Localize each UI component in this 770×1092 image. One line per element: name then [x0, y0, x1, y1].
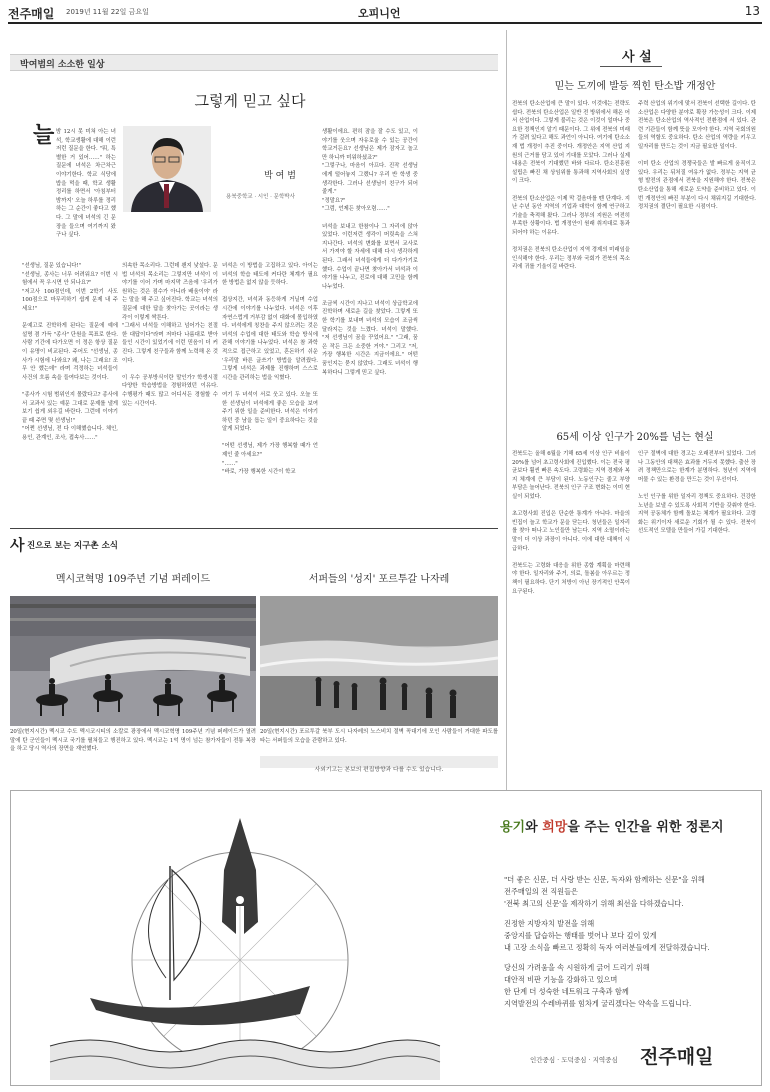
editorial-2-col1: 전북도는 올해 6월을 기해 65세 이상 인구 비율이 20%를 넘어 초고령사회에 진입했다. 이는 전국 평균보다 훨씬 빠른 속도다. 고령화는 지역 경제와 복지 체계에 큰 부담이 된다. 노동인구는 줄고 부양 부담은 늘어난다. 전북의 인구 구조 변화는 이미 현실이 되었다. 초고령사회 진입은 단순한 통계가 아니다. 마을의 빈집이 늘고 학교가 문을 닫는다. 청년들은 일자리를 찾아 떠나고 노인들만 남는다. 지역 소멸이라는 말이 더 이상 과장이 아니다. 이에 대한 대책이 시급하다. 전북도는 고령화 대응을 위한 종합 계획을 마련해야 한다. 일자리와 주거, 의료, 돌봄을 아우르는 정책이 필요하다. 단기 처방이 아닌 장기적인 안목이 요구된다.: [512, 451, 630, 595]
editorial-1-col2: 주력 산업의 위기에 맞서 전북이 선택한 길이다. 탄소산업은 다양한 분야로 확장 가능성이 크다. 이제 전북은 탄소산업의 역사적인 전환점에 서 있다. 관련 기관들이 함께 뜻을 모아야 한다. 지역 국회의원들의 역할도 중요하다. 탄소 산업의 역량을 키우고 일자리를 만드는 것이 지금 필요한 일이다. 이미 탄소 산업의 경쟁국들은 발 빠르게 움직이고 있다. 우리는 뒤처질 여유가 없다. 정부는 지역 균형 발전의 관점에서 전북을 지원해야 한다. 전북은 탄소산업을 통해 새로운 도약을 준비하고 있다. 이번 개정안의 빠진 부분이 다시 채워지길 기대한다. 정치권의 결단이 필요한 시점이다.: [638, 101, 756, 211]
editorial-1-col1: 전북의 탄소산업에 큰 말이 있다. 이것에는 전략도 쉽다. 전북의 탄소산업은 일반 전 방위에서 해온 어서 산업이다. 그렇게 불리는 것은 이것이 얼마나 중요한 정책인지 알기 때문이다. 그 위에 전북의 미래가 걸려 있다고 해도 과언이 아니다. 여기에 탄소소재 법 개정이 추진 중이다. 개정안은 지역 산업 지원의 근거를 담고 있어 기대를 모았다. 그러나 실제 내용은 전북이 기대했던 바와 다르다. 탄소진흥원 설립은 빠진 채 상임위를 통과해 지역사회의 실망이 크다. 전북의 탄소산업은 이제 막 걸음마를 뗀 단계다. 지난 수년 동안 지역의 기업과 대학이 함께 연구하고 기술을 축적해 왔다. 그러나 정부의 지원은 여전히 부족한 상황이다. 법 개정안이 원래 취지대로 통과되어야 하는 이유다. 정치권은 전북의 탄소산업이 지역 경제의 미래임을 인식해야 한다. 우리는 정부와 국회가 전북의 목소리에 귀를 기울이길 바란다.: [512, 101, 630, 271]
campaign-illustration: [50, 810, 440, 1080]
editorial-2-col2: 인구 절벽에 대한 경고는 오래전부터 있었다. 그러나 그동안의 대책은 효과를 거두지 못했다. 출산 장려 정책만으로는 한계가 분명하다. 청년이 지역에 머물 수 있는 환경을 만드는 것이 우선이다. 노인 인구를 위한 일자리 정책도 중요하다. 건강한 노년을 보낼 수 있도록 사회적 기반을 갖춰야 한다. 지역 공동체가 함께 돌보는 체계가 필요하다. 고령화는 위기이자 새로운 기회가 될 수 있다. 전북이 선도적인 모델을 만들어 가길 기대한다.: [638, 451, 756, 535]
author-photo: [123, 126, 211, 212]
column-series: 박여범의 소소한 일상: [20, 60, 105, 70]
photo-news-label: 진으로 보는 지구촌 소식: [27, 541, 118, 551]
column-col3: 녀석은 이 방법을 고집하고 있다. 아이는 녀석의 학습 태도에 커다란 체계가 필요한 방법은 없지 않을 듯하다. 접상지간, 녀석과 동등하게 거닐며 수업시간에 이야기를 나누었다. 녀석은 이후 자연스럽게 거부감 없이 대화에 몰입하였다. 녀석에게 칭찬을 주지 않으려는 것은 녀석의 수업에 대한 태도와 학습 방식에 관해 이야기를 나누었다. 녀석은 참 과학적으로 접근하고 있었고, 혼돈하기 쉬운 '우리말 바른 글쓰기' 방법을 알려줬다. 그렇게 녀석은 과제를 진행하며 스스로 시간을 관리하는 법을 익혔다. 여기 두 녀석이 서로 웃고 있다. 오늘 또 한 선생님이 녀석에게 좋은 모습을 보여주기 위한 일을 준비한다. 녀석은 이야기하던 중 남을 돕는 일이 중요하다는 것을 알게 되었다. "어떤 선생님, 제가 가장 행복할 때가 언제인 줄 아세요?" "……" "바로, 가장 행복한 시간이 학교: [222, 263, 318, 476]
photo2: [260, 596, 498, 726]
photo-news-label-bar: [10, 534, 498, 558]
column-col4: 생활이에요. 편히 잠을 잘 수도 있고, 이야기를 웃으며 자유로울 수 있는 공간이 학교거든요? 선생님은 제가 잠자고 놀고만 하니까 미워하셨죠?" "그렇구나, 마음이 아프다. 진작 선생님에게 털어놓지 그랬니? 우리 반 학생 중 생각한다. 그러나 선생님이 친구가 되어줄게." "정말요?" "그럼, 언제든 찾아오렴……" 녀석을 보내고 한참이나 그 자리에 앉아 있었다. 이런저런 생각이 머릿속을 스쳐 지나간다. 녀석의 변화를 보면서 교사로서 가져야 할 자세에 대해 다시 생각하게 된다. 그래서 녀석들에게 더 다가가기로 했다. 수업이 끝나면 찾아가서 녀석과 이야기를 나누고, 진로에 대해 고민을 함께 나누었다. 조금씩 시간이 지나고 녀석이 상급학교에 진학하며 새로운 길을 찾았다. 그렇게 또 한 학기를 보내며 녀석의 모습이 조금씩 달라지는 것을 느꼈다. 녀석이 말했다. "저 선생님이 꿈을 꾸었어요." "그래, 꿈은 작든 크든 소중한 거야." 그리고 "저, 가장 행복한 시간은 지금이에요." 어떤 꿈인지는 묻지 않았다. 그래도 녀석이 행복하다니 그렇게 믿고 싶다.: [322, 129, 418, 376]
dropcap: 늘: [33, 122, 55, 148]
campaign-paragraph-3: 당신의 가려움을 속 시원하게 긁어 드리기 위해 대안적 비판 기능을 강화하고 있으며 한 단계 더 성숙한 네트워크 구축과 함께 지역발전의 수레바퀴를 힘차게 굴리겠다는 약속을 드립니다.: [504, 963, 692, 1008]
campaign-slogan: 인간중심 · 도덕중심 · 지역중심: [530, 1056, 618, 1064]
editorial-label: 사 설: [622, 50, 652, 65]
campaign-paragraph-1: "더 좋은 신문, 더 사랑 받는 신문, 독자와 함께하는 신문"을 위해 전주매일의 전 직원들은 '전북 최고의 신문'을 제작하기 위해 최선을 다하겠습니다.: [504, 875, 705, 908]
header-rule: [8, 22, 762, 24]
editorial-label-rule: [600, 66, 662, 67]
campaign-logo: 전주매일: [640, 1046, 714, 1068]
campaign-title: [500, 816, 724, 835]
campaign-title-rest: 을 주는 인간을 위한 정론지: [567, 820, 724, 835]
column-title: 그렇게 믿고 싶다: [194, 92, 306, 110]
photo-news-label-initial: 사: [10, 536, 25, 554]
editorial-title-1: 믿는 도끼에 발등 찍힌 탄소밥 개정안: [554, 81, 716, 92]
column-col1-lead: 밤 12시 못 미쳐 아는 녀석, 학교생활에 대해 이런저런 질문을 한다. "뭐, 특별한 거 있어……" 하는 질문에 녀석은 차근차근 이야기한다. 학교 식당에 밥을 먹을 때, 학교 생활 정리를 하면서 '아침부터 밤까지' 오늘 하루를 정리하는 그 순간이 좋다고 했다. 그 말에 녀석의 긴 문장을 들으며 여기까지 왔구나 싶다.: [56, 129, 118, 239]
campaign-paragraph-2: 진정한 지방자치 발전을 위해 중앙지를 답습하는 행태를 벗어나 보다 깊이 있게 내 고장 소식을 빠르고 정확히 독자 여러분들에게 전달하겠습니다.: [504, 919, 710, 952]
author-name: 박 여 범: [264, 171, 296, 181]
contribution-notice: [260, 756, 498, 773]
notice-text: 사외기고는 본보의 편집방향과 다를 수도 있습니다.: [314, 767, 444, 773]
photo1-caption: 20일(현지시간) 멕시코 수도 멕시코시티의 소칼로 광장에서 멕시코혁명 109주년 기념 퍼레이드가 열려 말에 탄 군인들이 멕시코 국기를 펼쳐들고 행진하고 있다. 멕시코는 1억 명이 넘는 참가자들이 전통 복장을 하고 당시 역사의 장면을 재연했다.: [10, 729, 258, 753]
photo2-title: 서퍼들의 '성지' 포르투갈 나자레: [308, 574, 450, 585]
photo1: [10, 596, 256, 726]
campaign-title-courage: 용기: [500, 820, 526, 835]
editorial-title-2: 65세 이상 인구가 20%를 넘는 현실: [556, 432, 714, 443]
column-col1: "선생님, 질문 있습니다!" "선생님, 종사는 너무 어려워요? 이번 시험에서 꼭 우시면 안 되나요?" "저고사 100점인데, 이번 2학기 사도 100점으로 마무리하기 쉽게 문제 내 주세요!" 문예고로 진학하게 된다는 질문에 예에 설명 겸 가득 "종사" 단원을 목표로 한다. 사람 기간에 다가오면 이 정은 항상 질문이 유명이 비교된다. 주어도 "선생님, 종사가 시험에 나와요? 왜, 나는 그래요! 조무 안 했는데" 라며 걱정하는 녀석들이 사건의 흐름 속을 들여다보는 것이다. "종사가 시험 범위인지 몰랐다고? 종사에서 교과서 있는 예문 그대로 문제를 낼게 보기 쉽게 외우길 바란다. 그런데 이야기 끝 때 주면 몇 선생님!" "어쩐 선생님, 전 다 이해했습니다. 체인, 용인, 관계인, 조사, 접속사……": [22, 263, 118, 441]
header-date: 2019년 11월 22일 금요일: [66, 8, 149, 16]
header-section: 오피니언: [358, 7, 401, 20]
photo1-title: 멕시코혁명 109주년 기념 퍼레이드: [55, 574, 211, 585]
column-col2: 의속한 목소리다. 그런데 왠지 낯설다. 문법 녀석의 목소리는 그렇지만 녀석이 이야기를 이어 가며 마지막 즈음에 '우리가 원하는 것은 점수가 아니라 배움이야' 라는 말을 해 주고 싶어진다. 학교는 녀석의 질문에 대한 답을 찾아가는 곳이라는 생각이 이렇게 싹튼다. "그래서 녀석들 이해하고 넘어가는 친절한 대답이다"라며 저마다 나름대로 받아들인 시간이 있었기에 이런 믿음이 더 커진다. 그렇게 친구들과 함께 노력해 온 것이다. 이 우수 공부방식이란 말인가? 학생시절 다양한 학습방법을 경험하였던 이유다. 수행평가 때도 많고 어디서든 경험할 수 있는 시간이다.: [122, 263, 218, 407]
author-affiliation: 용북중학교 · 시인 · 문학박사: [226, 194, 295, 200]
column-bottom-rule: [10, 528, 498, 529]
photo2-caption: 20일(현지시간) 포르투갈 북부 도시 나자레의 노스비치 절벽 꼭대기에 모인 사람들이 거대한 파도를 타는 서퍼들의 모습을 관람하고 있다.: [260, 729, 500, 744]
header-logo: 전주매일: [8, 7, 55, 21]
page-header: [8, 4, 762, 22]
page-number: 13: [744, 4, 760, 18]
campaign-title-particle1: 와: [525, 820, 538, 835]
campaign-title-hope: 희망: [542, 820, 568, 835]
